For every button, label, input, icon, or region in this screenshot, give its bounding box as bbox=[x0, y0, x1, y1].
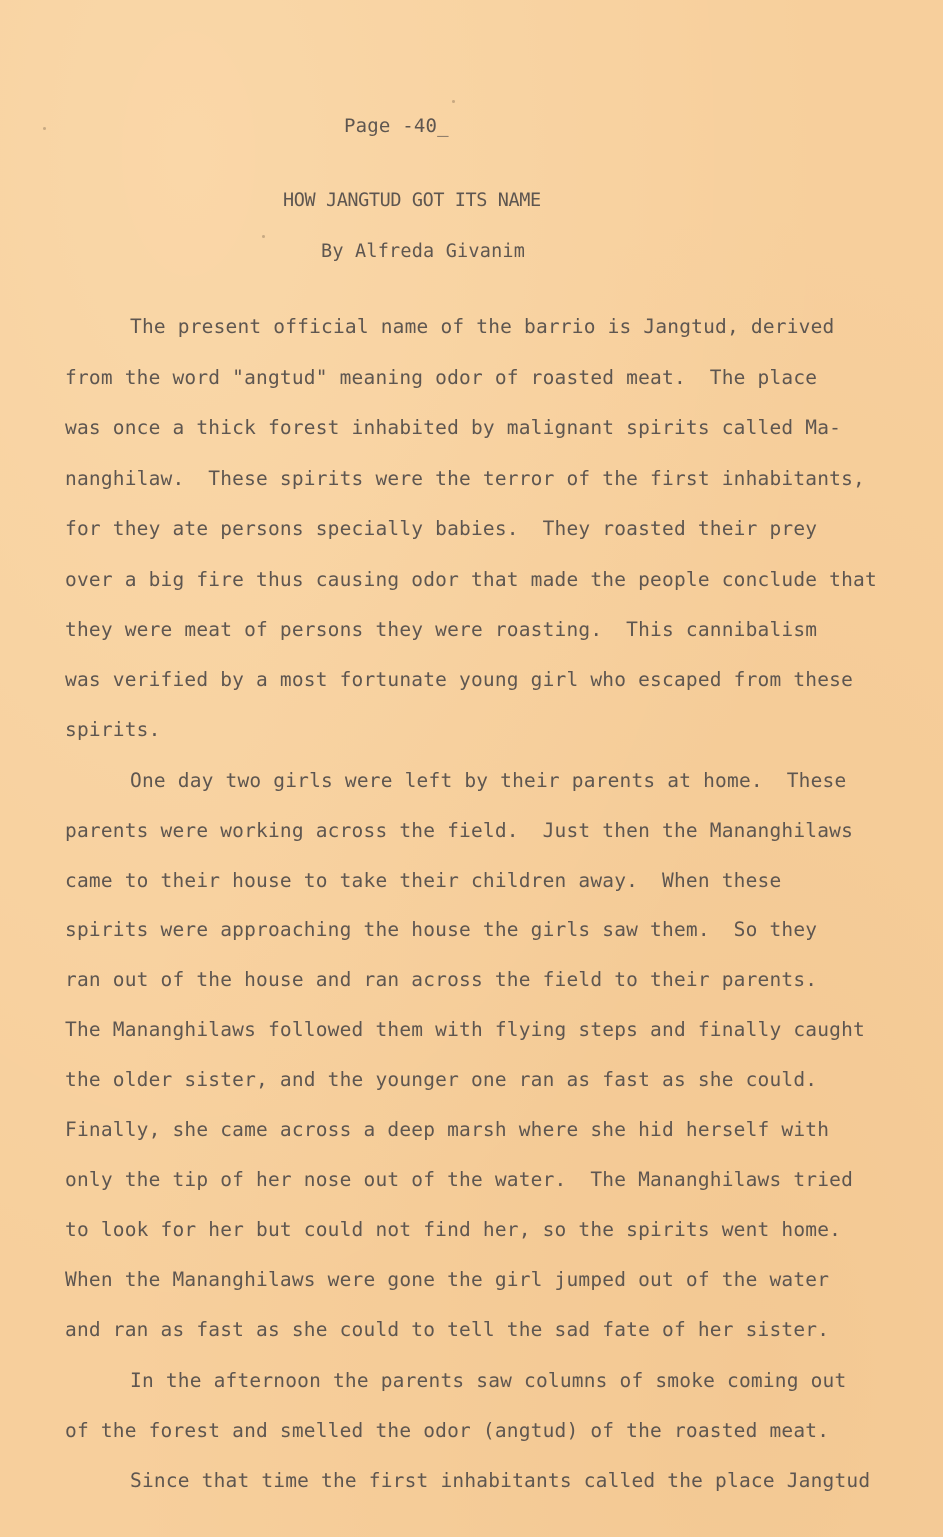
body-line: Since that time the first inhabitants called the place Jangtud bbox=[130, 1469, 871, 1492]
body-line: nanghilaw. These spirits were the terror of the first inhabitants, bbox=[65, 467, 865, 490]
body-line: The Mananghilaws followed them with flying steps and finally caught bbox=[65, 1018, 865, 1041]
body-line: parents were working across the field. Just then the Mananghilaws bbox=[65, 819, 854, 842]
body-line: Finally, she came across a deep marsh where she hid herself with bbox=[65, 1118, 830, 1141]
body-line: was once a thick forest inhabited by malignant spirits called Ma- bbox=[65, 416, 842, 439]
body-line: spirits were approaching the house the girls saw them. So they bbox=[65, 918, 818, 941]
page-number: Page -40_ bbox=[344, 115, 449, 137]
paper-speck bbox=[262, 235, 265, 238]
body-line: came to their house to take their children away. When these bbox=[65, 869, 782, 892]
body-line: to look for her but could not find her, so the spirits went home. bbox=[65, 1218, 842, 1241]
body-line: from the word "angtud" meaning odor of roasted meat. The place bbox=[65, 366, 818, 389]
paper-speck bbox=[43, 127, 46, 130]
body-line: they were meat of persons they were roasting. This cannibalism bbox=[65, 618, 818, 641]
body-line: of the forest and smelled the odor (angtud) of the roasted meat. bbox=[65, 1419, 830, 1442]
body-line: was verified by a most fortunate young girl who escaped from these bbox=[65, 668, 854, 691]
body-line: One day two girls were left by their parents at home. These bbox=[130, 769, 847, 792]
body-line: the older sister, and the younger one ran as fast as she could. bbox=[65, 1068, 818, 1091]
body-line: over a big fire thus causing odor that made the people conclude that bbox=[65, 568, 877, 591]
body-line: In the afternoon the parents saw columns of smoke coming out bbox=[130, 1369, 847, 1392]
body-line: spirits. bbox=[65, 718, 161, 741]
body-line: ran out of the house and ran across the field to their parents. bbox=[65, 968, 818, 991]
paper-speck bbox=[452, 100, 455, 103]
body-line: When the Mananghilaws were gone the girl jumped out of the water bbox=[65, 1268, 830, 1291]
document-title: HOW JANGTUD GOT ITS NAME bbox=[283, 190, 541, 211]
author-byline: By Alfreda Givanim bbox=[321, 241, 526, 262]
body-line: The present official name of the barrio is Jangtud, derived bbox=[130, 315, 835, 338]
body-line: for they ate persons specially babies. They roasted their prey bbox=[65, 517, 818, 540]
body-line: and ran as fast as she could to tell the sad fate of her sister. bbox=[65, 1318, 830, 1341]
body-line: only the tip of her nose out of the water. The Mananghilaws tried bbox=[65, 1168, 854, 1191]
